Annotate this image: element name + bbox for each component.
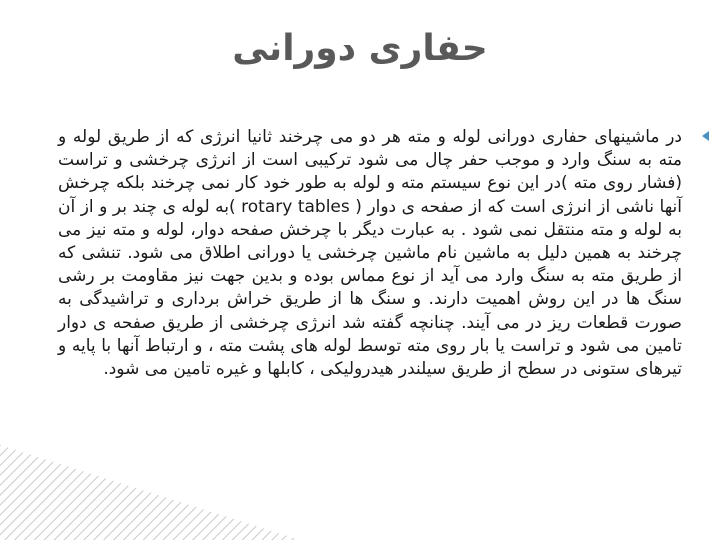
triangle-bullet-icon xyxy=(700,130,710,142)
body-paragraph: در ماشینهای حفاری دورانی لوله و مته هر دو می چرخند ثانیا انرژی که از طریق لوله و مته به سنگ وارد و موجب حفر چال می شود ترکیبی است از انرژی چرخشی و تراست (فشار روی مته )در این نوع سیستم مته و لوله به طور خود کار نمی چرخند بلکه چرخش آنها ناشی از انرژی است که از صفحه ی دوار ( rotary tables )به لوله ی چند بر و از آن به لوله و مته منتقل نمی شود . به عبارت دیگر با چرخش صفحه دوار، لوله و مته نیز می چرخند به همین دلیل به ماشین نام ماشین چرخشی یا دورانی اطلاق می شود. تنشی که از طریق مته به سنگ وارد می آید از نوع مماس بوده و بدین جهت نیز مقاومت بر رشی سنگ ها در این روش اهمیت دارند. و سنگ ها از طریق خراش برداری و تراشیدگی به صورت قطعات ریز در می آیند. چنانچه گفته شد انرژی چرخشی از طریق صفحه ی دوار تامین می شود و تراست یا بار روی مته توسط لوله های پشت مته ، و ارتباط آنها با پایه و تیرهای ستونی در سطح از طریق سیلندر هیدرولیکی ، کابلها و غیره تامین می شود. xyxy=(58,127,683,380)
slide-title: حفاری دورانی xyxy=(232,28,488,69)
diagonal-stripe-pattern xyxy=(0,445,300,540)
slide-content xyxy=(58,126,686,381)
bullet-item xyxy=(58,126,686,381)
